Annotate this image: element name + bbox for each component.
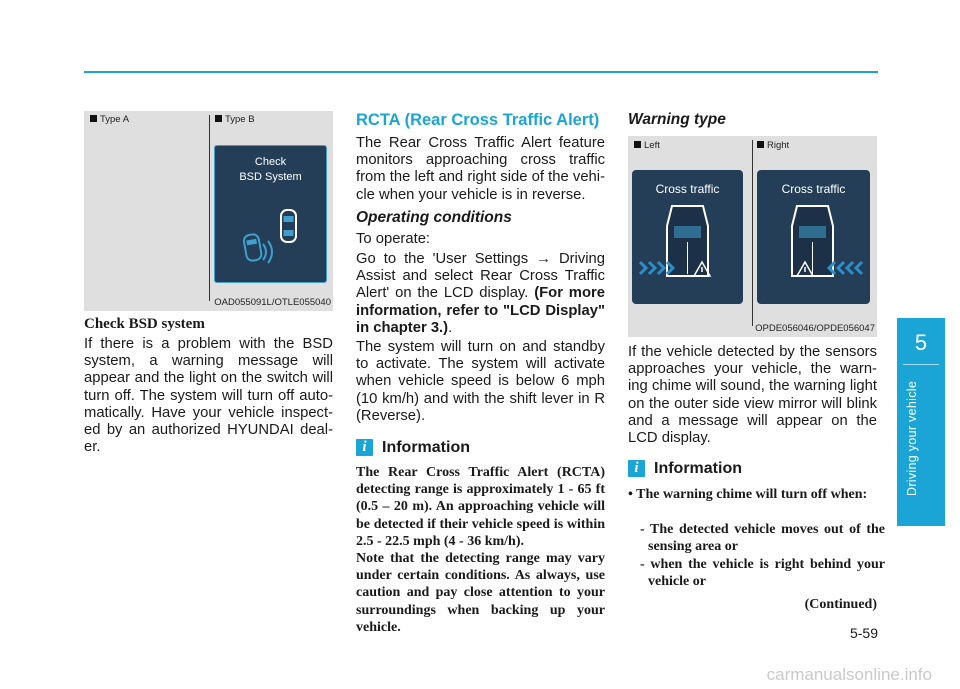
cross-traffic-right-graphic bbox=[757, 200, 870, 304]
rcta-info-title: Information bbox=[382, 439, 470, 456]
type-b-label: Type B bbox=[215, 114, 255, 125]
page-number: 5-59 bbox=[849, 625, 878, 641]
warning-bullet: • The warning chime will turn off when: bbox=[628, 487, 868, 502]
operating-conditions-heading: Operating conditions bbox=[356, 209, 512, 226]
cross-traffic-text: Cross traffic bbox=[655, 182, 720, 196]
check-bsd-body: If there is a problem with the BSD system, a warning message will appear and the light on the switch will turn off. The system will turn off auto-matically. Have your vehicle inspect-ed by an authorized HYUNDAI deal-er. bbox=[84, 336, 333, 456]
rcta-info-para1: The Rear Cross Traffic Alert (RCTA) detecting range is approximately 1 - 65 ft (0.5 – 20 m). An approaching vehicle will be detected if their vehicle speed is within 2.5 - 22.5 mph (4 - 36 km/h). bbox=[356, 465, 605, 549]
goto-bold-text: (For more information, refer to "LCD Display" in chapter 3.) bbox=[356, 285, 605, 336]
bsd-figure bbox=[84, 111, 333, 311]
cross-traffic-figure bbox=[628, 136, 877, 337]
bsd-cars-icon bbox=[235, 206, 320, 276]
rcta-title: RCTA (Rear Cross Traffic Alert) bbox=[356, 111, 600, 129]
warning-sub-item-1: - The detected vehicle moves out of the sensing area or bbox=[640, 522, 885, 555]
right-lcd-screen bbox=[757, 170, 870, 304]
chapter-title: Driving your vehicle bbox=[905, 380, 919, 496]
goto-instruction bbox=[356, 251, 605, 337]
right-label: Right bbox=[757, 140, 789, 151]
cross-traffic-left-graphic bbox=[632, 200, 743, 304]
rcta-info-para2: Note that the detecting range may vary under certain conditions. As always, use caution and pay close attention to your surroundings when backing up your vehicle. bbox=[356, 551, 605, 635]
continued-label: (Continued) bbox=[804, 597, 877, 612]
left-label: Left bbox=[634, 140, 660, 151]
check-bsd-heading: Check BSD system bbox=[84, 316, 205, 332]
warning-type-body: If the vehicle detected by the sensors approaches your vehicle, the warn-ing chime will sound, the warning light on the outer side view mirror will blink and a message will appear on the LCD display. bbox=[628, 344, 877, 447]
rcta-intro: The Rear Cross Traffic Alert feature monitors approaching cross traffic from the left and right side of the vehi-cle when your vehicle is in reverse. bbox=[356, 135, 605, 203]
cross-traffic-text: Cross traffic bbox=[781, 182, 846, 196]
goto-plain-text: Go to the 'User Settings → Driving Assist and select Rear Cross Traffic Alert' on the LCD display. bbox=[356, 251, 605, 302]
info-icon: i bbox=[356, 439, 373, 456]
tab-divider bbox=[903, 364, 939, 365]
goto-end-text: . bbox=[448, 319, 453, 336]
figure-divider bbox=[752, 140, 753, 326]
warning-info-title: Information bbox=[654, 460, 742, 477]
screen-text-line2: BSD System bbox=[239, 171, 302, 183]
bsd-figure-code: OAD055091L/OTLE055040 bbox=[214, 297, 331, 308]
type-a-label: Type A bbox=[90, 114, 129, 125]
screen-text-line1: Check bbox=[254, 156, 287, 168]
chapter-number: 5 bbox=[914, 330, 928, 355]
warning-type-heading: Warning type bbox=[628, 111, 726, 128]
bsd-lcd-screen bbox=[214, 145, 327, 283]
left-lcd-screen bbox=[632, 170, 743, 304]
cross-traffic-figure-code: OPDE056046/OPDE056047 bbox=[755, 323, 875, 334]
standby-text: The system will turn on and standby to activate. The system will activate when vehicle speed is below 6 mph (10 km/h) and with the shift lever in R (Reverse). bbox=[356, 339, 605, 424]
info-icon: i bbox=[628, 460, 645, 477]
watermark: carmanualsonline.info bbox=[766, 665, 932, 684]
warning-sub-item-2: - when the vehicle is right behind your vehicle or bbox=[640, 557, 885, 590]
header-rule bbox=[84, 71, 878, 73]
to-operate-text: To operate: bbox=[356, 231, 431, 247]
figure-divider bbox=[209, 115, 210, 301]
